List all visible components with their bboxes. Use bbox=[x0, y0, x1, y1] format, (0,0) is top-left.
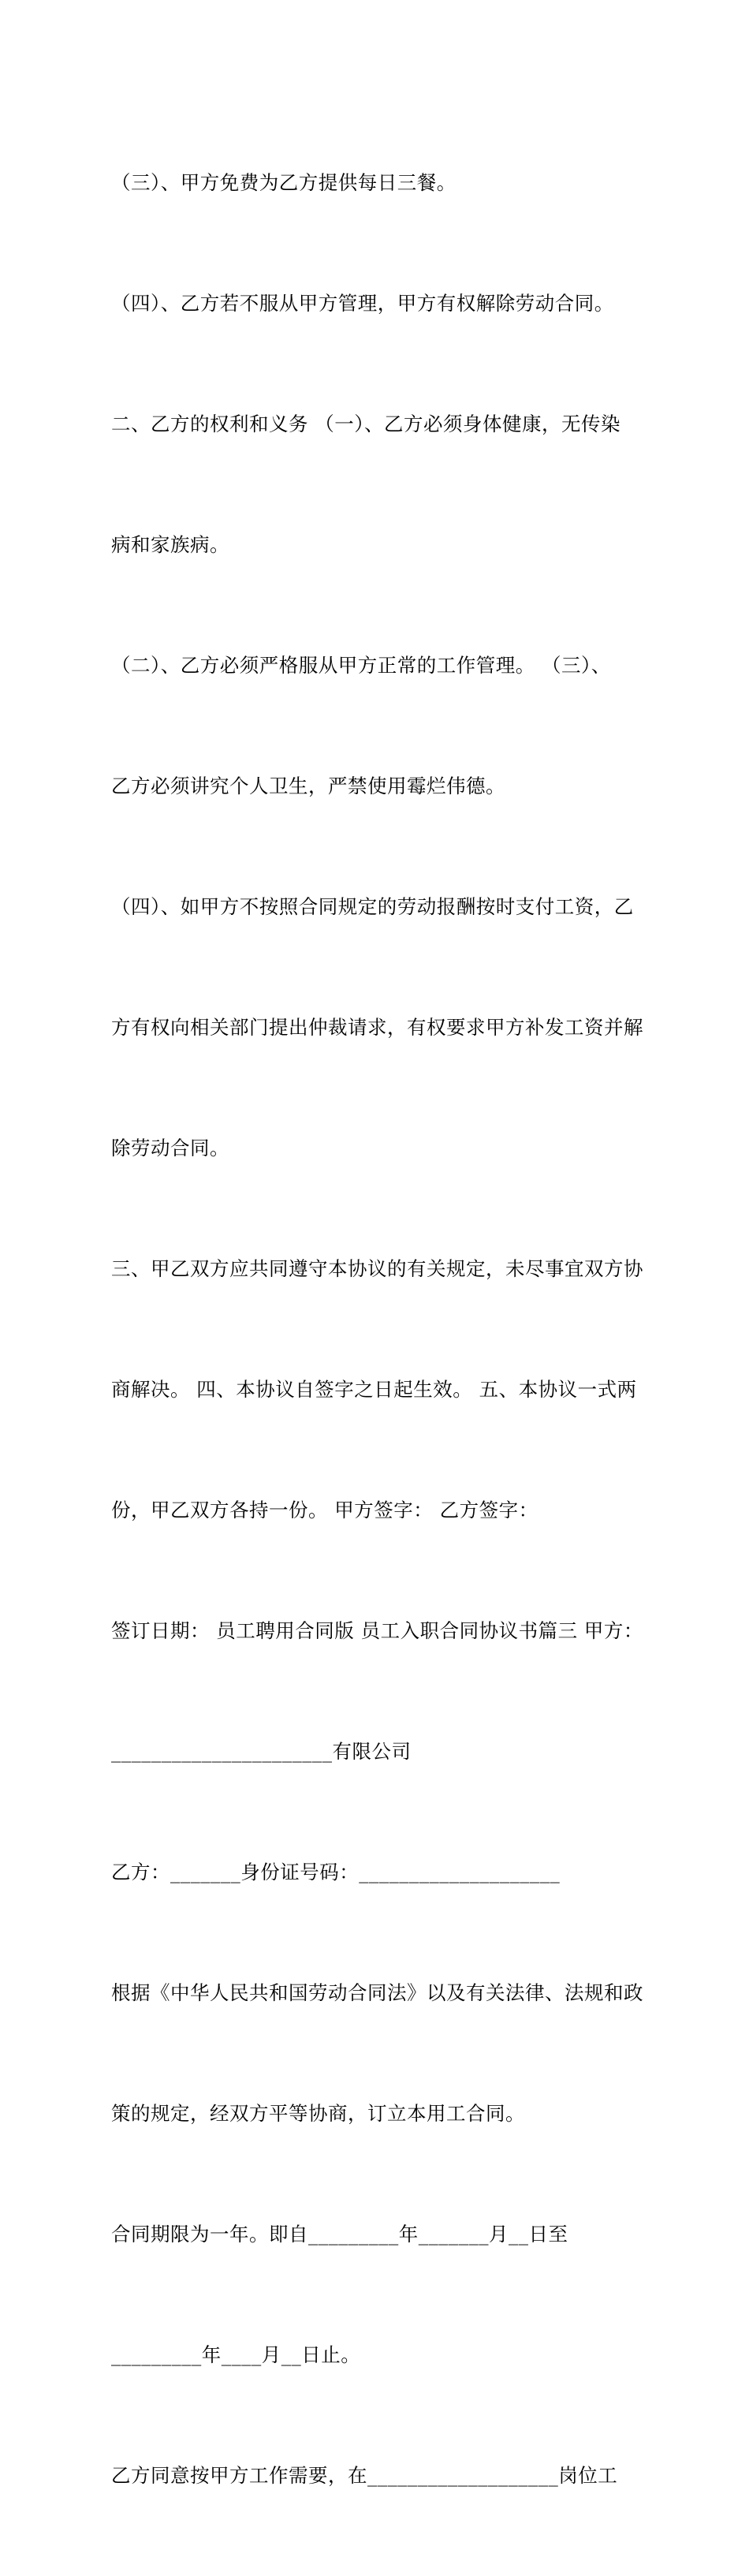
contract-text bbox=[111, 82, 647, 2576]
text-line: （四）、乙方若不服从甲方管理，甲方有权解除劳动合同。 bbox=[111, 292, 614, 315]
text-line: 合同期限为一年。即自_________年_______月__日至 bbox=[111, 2223, 568, 2246]
text-line: 除劳动合同。 bbox=[111, 1137, 229, 1159]
text-line: ______________________有限公司 bbox=[111, 1740, 412, 1763]
text-line: _________年____月__日止。 bbox=[111, 2343, 361, 2366]
text-line: 三、甲乙双方应共同遵守本协议的有关规定，未尽事宜双方协 bbox=[111, 1257, 643, 1280]
text-line: 根据《中华人民共和国劳动合同法》以及有关法律、法规和政 bbox=[111, 1981, 643, 2004]
text-line: 商解决。 四、本协议自签字之日起生效。 五、本协议一式两 bbox=[111, 1378, 637, 1401]
text-line: 病和家族病。 bbox=[111, 533, 229, 556]
text-line: 乙方同意按甲方工作需要，在___________________岗位工 bbox=[111, 2464, 618, 2487]
text-line: （三）、甲方免费为乙方提供每日三餐。 bbox=[111, 171, 456, 194]
text-line: （四）、如甲方不按照合同规定的劳动报酬按时支付工资，乙 bbox=[111, 895, 634, 918]
text-line: 签订日期： 员工聘用合同版 员工入职合同协议书篇三 甲方： bbox=[111, 1619, 643, 1642]
text-line: 乙方：_______身份证号码：____________________ bbox=[111, 1861, 561, 1883]
text-line: 份，甲乙双方各持一份。 甲方签字： 乙方签字： bbox=[111, 1499, 538, 1521]
text-line: 二、乙方的权利和义务 （一）、乙方必须身体健康，无传染 bbox=[111, 413, 621, 435]
text-line: （二）、乙方必须严格服从甲方正常的工作管理。 （三）、 bbox=[111, 654, 611, 677]
text-line: 策的规定，经双方平等协商，订立本用工合同。 bbox=[111, 2102, 525, 2125]
text-line: 方有权向相关部门提出仲裁请求，有权要求甲方补发工资并解 bbox=[111, 1016, 643, 1039]
text-line: 乙方必须讲究个人卫生，严禁使用霉烂伟德。 bbox=[111, 775, 505, 797]
